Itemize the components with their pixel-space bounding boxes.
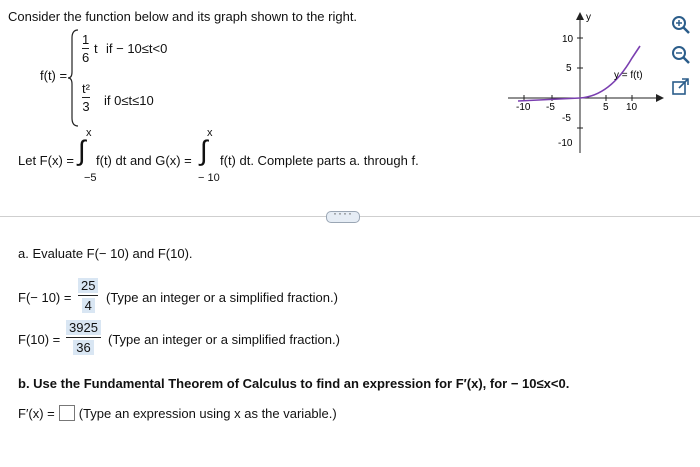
integral1-upper: x xyxy=(86,127,92,139)
answer1-lhs: F(− 10) = xyxy=(18,290,72,305)
answer2-fraction[interactable] xyxy=(66,320,101,355)
answer1-denominator[interactable]: 4 xyxy=(82,298,95,313)
x-axis-arrow xyxy=(656,94,664,102)
piece1-numerator: 1 xyxy=(82,32,90,47)
integral2-lower: − 10 xyxy=(198,172,220,184)
left-brace xyxy=(68,28,80,128)
expand-toggle-button[interactable] xyxy=(326,211,360,223)
part-b-lhs: F′(x) = xyxy=(18,405,55,421)
y-tick-neg10: -10 xyxy=(558,138,573,149)
piece2-denominator: 3 xyxy=(82,99,90,114)
answer2-denominator[interactable]: 36 xyxy=(73,340,93,355)
integral2-upper: x xyxy=(207,127,213,139)
answer1-hint: (Type an integer or a simplified fraction.) xyxy=(106,290,338,305)
y-axis-arrow xyxy=(576,12,584,20)
answer2-hint: (Type an integer or a simplified fraction.) xyxy=(108,332,340,347)
y-tick-5: 5 xyxy=(566,63,572,74)
x-tick-5: 5 xyxy=(603,102,609,113)
y-tick-10: 10 xyxy=(562,34,574,45)
piece1-condition: if − 10≤t<0 xyxy=(106,41,168,56)
external-link-icon[interactable] xyxy=(670,76,692,98)
answer2-numerator[interactable]: 3925 xyxy=(66,320,101,335)
answer2-lhs: F(10) = xyxy=(18,332,61,347)
function-lhs: f(t) = xyxy=(40,68,68,83)
part-b-prompt: b. Use the Fundamental Theorem of Calculus to find an expression for F′(x), for − 10≤x<0. xyxy=(18,376,570,391)
integrand2: f(t) dt. Complete parts a. through f. xyxy=(220,153,419,168)
answer1-fraction[interactable] xyxy=(78,278,98,313)
piece1-var: t xyxy=(94,41,98,56)
y-tick-neg5: -5 xyxy=(562,113,571,124)
zoom-in-icon[interactable] xyxy=(670,14,692,36)
part-a-prompt: a. Evaluate F(− 10) and F(10). xyxy=(18,246,193,261)
zoom-out-icon[interactable] xyxy=(670,44,692,66)
integral1-lower: −5 xyxy=(84,172,97,184)
piece2-condition: if 0≤t≤10 xyxy=(104,93,154,108)
x-tick-10: 10 xyxy=(626,102,638,113)
part-b-answer-input[interactable] xyxy=(59,405,75,421)
x-tick-neg10: -10 xyxy=(516,102,531,113)
curve-label: y = f(t) xyxy=(614,70,643,81)
piece1-coefficient xyxy=(82,33,89,64)
let-label: Let F(x) = xyxy=(18,153,74,168)
part-b-hint: (Type an expression using x as the variable.) xyxy=(78,405,337,421)
function-graph xyxy=(508,8,666,154)
x-tick-neg5: -5 xyxy=(546,102,555,113)
answer1-numerator[interactable]: 25 xyxy=(78,278,98,293)
intro-text: Consider the function below and its graph shown to the right. xyxy=(8,9,358,24)
integrand1: f(t) dt and G(x) = xyxy=(96,153,192,168)
integral2-sign: ∫ xyxy=(200,135,208,166)
piece2-numerator: t² xyxy=(82,81,90,96)
part-b-answer-row xyxy=(18,405,337,421)
piece2-fraction xyxy=(82,82,90,113)
integral1-sign: ∫ xyxy=(78,135,86,166)
y-axis-label: y xyxy=(586,12,591,23)
piece1-denominator: 6 xyxy=(82,50,90,65)
